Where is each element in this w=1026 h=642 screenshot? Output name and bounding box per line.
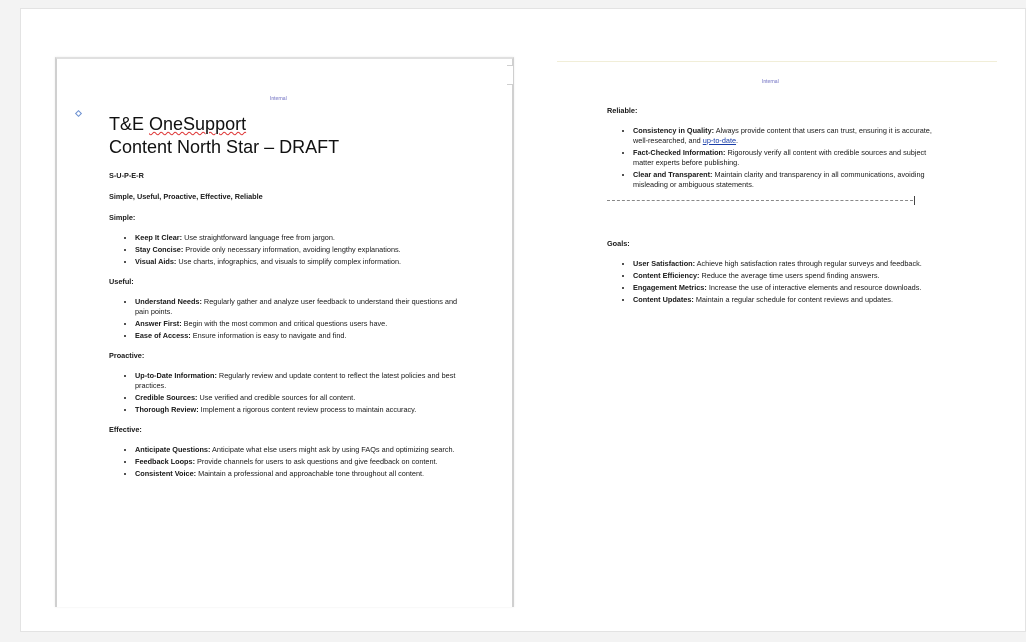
list-item bbox=[633, 259, 947, 269]
item-term: Content Efficiency: bbox=[633, 271, 700, 280]
item-text: Rigorously verify all content with credible sources and subject matter experts before publishing. bbox=[633, 148, 927, 167]
list-item bbox=[135, 445, 469, 455]
list-item bbox=[633, 170, 947, 190]
item-text: Anticipate what else users might ask by using FAQs and optimizing search. bbox=[210, 445, 455, 454]
item-term: Thorough Review: bbox=[135, 405, 199, 414]
item-text: Begin with the most common and critical questions users have. bbox=[181, 319, 388, 328]
item-text: Provide channels for users to ask questions and give feedback on content. bbox=[195, 457, 438, 466]
item-term: User Satisfaction: bbox=[633, 259, 696, 268]
item-term: Ease of Access: bbox=[135, 331, 191, 340]
section-heading: Effective: bbox=[109, 425, 142, 434]
item-term: Engagement Metrics: bbox=[633, 283, 707, 292]
item-term: Feedback Loops: bbox=[135, 457, 196, 466]
goals-list bbox=[607, 259, 947, 305]
item-term: Clear and Transparent: bbox=[633, 170, 713, 179]
item-term: Visual Aids: bbox=[135, 257, 177, 266]
left-page-body bbox=[109, 171, 469, 489]
item-text: Maintain a regular schedule for content reviews and updates. bbox=[693, 295, 893, 304]
dashed-separator bbox=[607, 200, 913, 201]
item-term: Keep It Clear: bbox=[135, 233, 183, 242]
bullet-list bbox=[109, 445, 469, 479]
acronym-line: S-U-P-E-R bbox=[109, 171, 144, 180]
list-item bbox=[135, 319, 469, 329]
item-term: Consistency in Quality: bbox=[633, 126, 715, 135]
document-title bbox=[109, 113, 339, 159]
item-text: Reduce the average time users spend finding answers. bbox=[699, 271, 880, 280]
sensitivity-label: Internal bbox=[270, 96, 287, 102]
bullet-list bbox=[109, 371, 469, 415]
reliable-list bbox=[607, 126, 947, 190]
pillars-line: Simple, Useful, Proactive, Effective, Reliable bbox=[109, 192, 263, 201]
list-item bbox=[633, 283, 947, 293]
item-term: Up-to-Date Information: bbox=[135, 371, 217, 380]
list-item bbox=[135, 469, 469, 479]
list-item bbox=[633, 148, 947, 168]
right-page-body bbox=[607, 106, 947, 315]
item-term: Fact-Checked Information: bbox=[633, 148, 726, 157]
section-heading: Proactive: bbox=[109, 351, 145, 360]
title-prefix: T&E bbox=[109, 114, 150, 134]
item-tail: . bbox=[736, 136, 739, 145]
list-item bbox=[135, 257, 469, 267]
list-item bbox=[135, 297, 469, 317]
section-heading-goals: Goals: bbox=[607, 239, 630, 248]
page-edge-tab bbox=[507, 65, 514, 85]
item-text: Ensure information is easy to navigate and find. bbox=[190, 331, 347, 340]
item-text: Implement a rigorous content review process to maintain accuracy. bbox=[198, 405, 417, 414]
item-term: Anticipate Questions: bbox=[135, 445, 211, 454]
list-item bbox=[135, 233, 469, 243]
item-term: Content Updates: bbox=[633, 295, 694, 304]
section-heading: Useful: bbox=[109, 277, 134, 286]
list-item bbox=[135, 393, 469, 403]
item-text: Provide only necessary information, avoiding lengthy explanations. bbox=[183, 245, 401, 254]
item-text: Maintain a professional and approachable tone throughout all content. bbox=[196, 469, 425, 478]
list-item bbox=[135, 245, 469, 255]
item-term: Stay Concise: bbox=[135, 245, 184, 254]
list-item bbox=[135, 331, 469, 341]
document-page-1[interactable] bbox=[55, 57, 514, 607]
item-term: Answer First: bbox=[135, 319, 182, 328]
sensitivity-label: Internal bbox=[762, 79, 779, 85]
list-item bbox=[135, 371, 469, 391]
item-term: Credible Sources: bbox=[135, 393, 198, 402]
item-term: Consistent Voice: bbox=[135, 469, 197, 478]
item-text: Regularly gather and analyze user feedback to understand their questions and pain points. bbox=[135, 297, 458, 316]
item-term: Understand Needs: bbox=[135, 297, 202, 306]
left-sections bbox=[109, 213, 469, 479]
text-cursor bbox=[914, 196, 915, 205]
title-line-2: Content North Star – DRAFT bbox=[109, 137, 340, 157]
paragraph-marker-icon bbox=[75, 110, 82, 117]
list-item bbox=[135, 405, 469, 415]
list-item bbox=[633, 126, 947, 146]
item-text: Increase the use of interactive elements and resource downloads. bbox=[706, 283, 922, 292]
inline-link[interactable]: up-to-date bbox=[702, 136, 737, 145]
item-text: Always provide content that users can trust, ensuring it is accurate, well-researched, and bbox=[633, 126, 932, 145]
item-text: Use verified and credible sources for all content. bbox=[197, 393, 356, 402]
document-canvas bbox=[20, 8, 1026, 632]
bullet-list bbox=[109, 297, 469, 341]
item-text: Regularly review and update content to reflect the latest policies and best practices. bbox=[135, 371, 456, 390]
title-line-1 bbox=[109, 113, 339, 136]
document-page-2[interactable] bbox=[557, 61, 997, 362]
section-heading-reliable: Reliable: bbox=[607, 106, 638, 115]
list-item bbox=[135, 457, 469, 467]
bullet-list bbox=[109, 233, 469, 267]
spacer bbox=[607, 219, 947, 239]
list-item bbox=[633, 295, 947, 305]
item-text: Achieve high satisfaction rates through regular surveys and feedback. bbox=[695, 259, 922, 268]
list-item bbox=[633, 271, 947, 281]
title-product-name: OneSupport bbox=[149, 114, 247, 134]
item-text: Use straightforward language free from jargon. bbox=[182, 233, 335, 242]
section-heading: Simple: bbox=[109, 213, 136, 222]
item-text: Use charts, infographics, and visuals to simplify complex information. bbox=[176, 257, 402, 266]
item-text: Maintain clarity and transparency in all communications, avoiding misleading or ambiguous statements. bbox=[633, 170, 925, 189]
